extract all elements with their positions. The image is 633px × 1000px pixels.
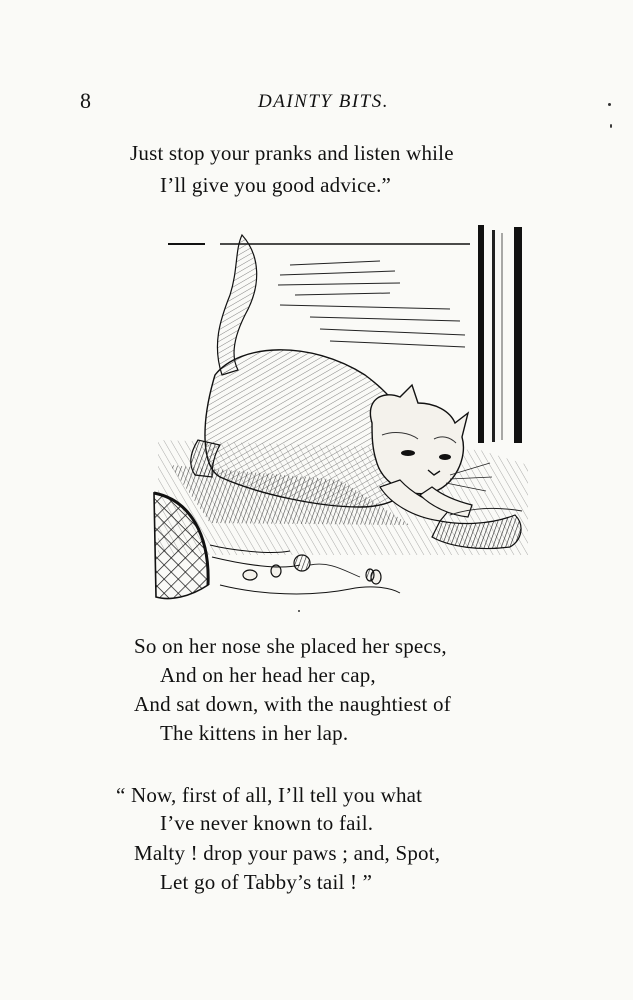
cat-illustration: [150, 225, 530, 605]
verse-line: I’ll give you good advice.”: [160, 173, 392, 197]
verse-line: I’ve never known to fail.: [160, 811, 374, 835]
running-title: DAINTY BITS.: [258, 91, 389, 112]
verse-line: The kittens in her lap.: [160, 721, 349, 745]
verse-line: And on her head her cap,: [160, 663, 376, 687]
verse-line: Let go of Tabby’s tail ! ”: [160, 870, 373, 894]
print-speck: [298, 610, 300, 612]
verse-line: And sat down, with the naughtiest of: [134, 692, 451, 716]
verse-line: “ Now, first of all, I’ll tell you what: [116, 783, 423, 807]
print-speck: [610, 124, 612, 128]
cat-engraving-image: [150, 225, 530, 605]
verse-line: So on her nose she placed her specs,: [134, 634, 447, 658]
print-speck: [608, 103, 611, 106]
verse-line: Malty ! drop your paws ; and, Spot,: [134, 841, 441, 865]
verse-line: Just stop your pranks and listen while: [130, 141, 454, 165]
page-number: 8: [80, 88, 91, 113]
